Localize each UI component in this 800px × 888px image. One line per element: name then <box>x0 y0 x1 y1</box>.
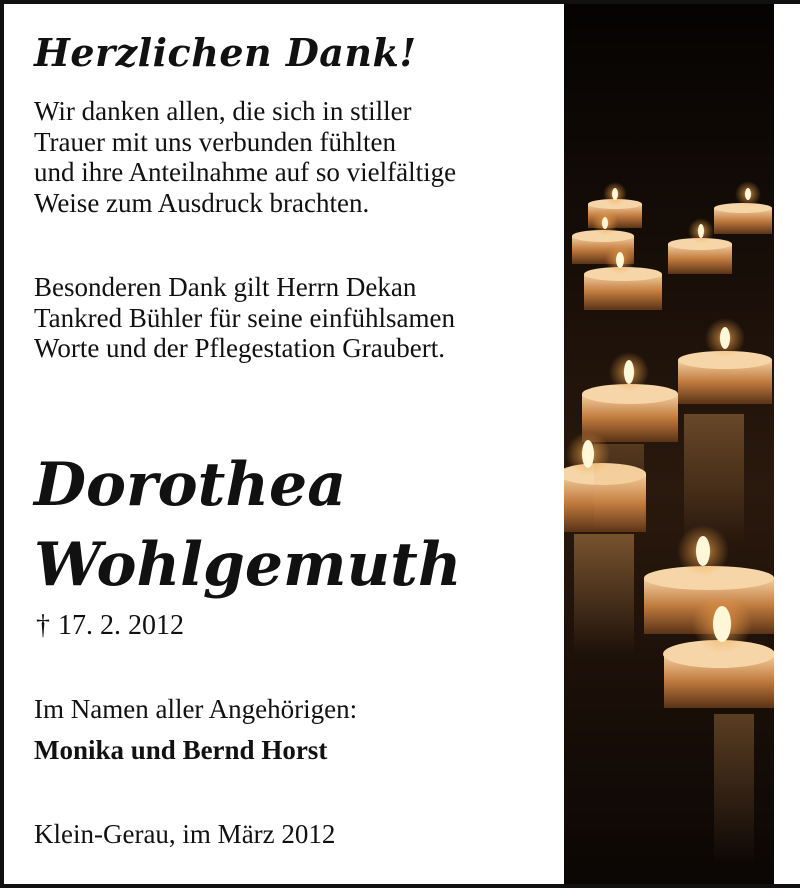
thanks-line: Trauer mit uns verbunden fühlten <box>34 126 396 157</box>
thanks-paragraph <box>34 96 456 218</box>
signers: Monika und Bernd Horst <box>34 735 328 765</box>
special-thanks-paragraph <box>34 272 455 364</box>
deceased-first-name: Dorothea <box>34 450 347 520</box>
right-margin <box>774 4 800 884</box>
on-behalf-label: Im Namen aller Angehörigen: <box>34 694 358 724</box>
place-date: Klein-Gerau, im März 2012 <box>34 819 336 849</box>
deceased-last-name: Wohlgemuth <box>34 530 462 600</box>
special-thanks-line: Besonderen Dank gilt Herrn Dekan <box>34 272 417 302</box>
thanks-line: Weise zum Ausdruck brachten. <box>34 187 370 218</box>
candles-image <box>564 4 774 884</box>
candles-photo <box>564 4 774 884</box>
death-date-line <box>36 610 184 642</box>
death-date: 17. 2. 2012 <box>58 610 184 641</box>
special-thanks-line: Worte und der Pflegestation Graubert. <box>34 333 445 363</box>
cross-icon: † <box>36 610 50 641</box>
thanks-line: und ihre Anteilnahme auf so vielfältige <box>34 157 457 187</box>
special-thanks-line: Tankred Bühler für seine einfühlsamen <box>34 302 455 333</box>
heading: Herzlichen Dank! <box>34 30 417 75</box>
thanks-line: Wir danken allen, die sich in stiller <box>34 96 412 126</box>
text-column <box>4 4 564 884</box>
